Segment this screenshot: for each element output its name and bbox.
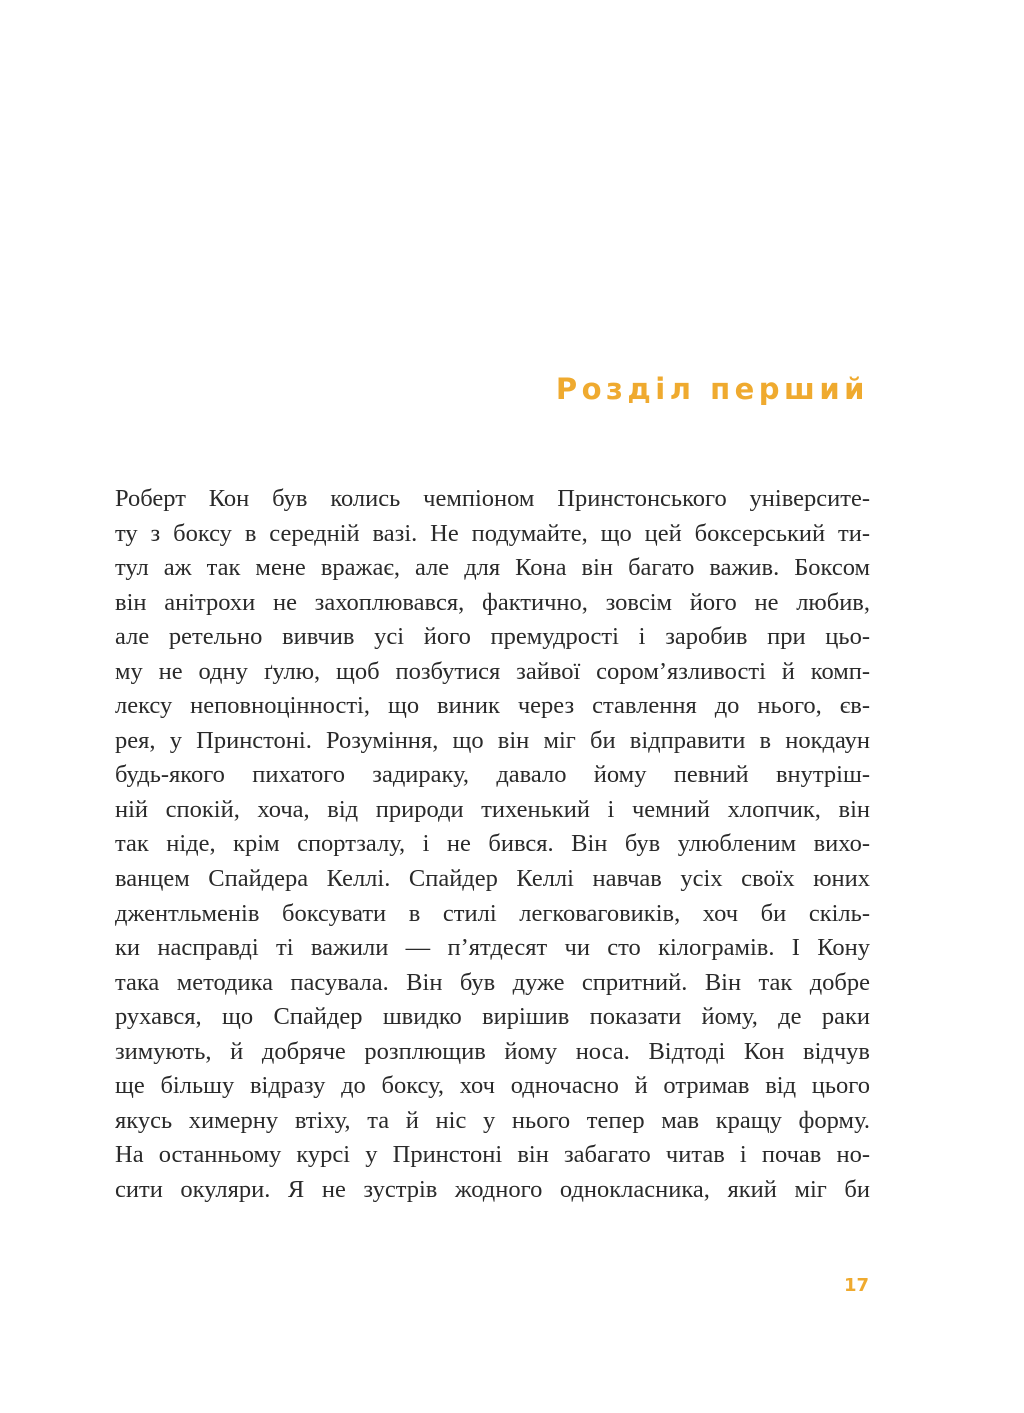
text-line: зимують, й добряче розплющив йому носа. Відтоді Кон відчув: [115, 1037, 870, 1065]
text-line: ту з боксу в середній вазі. Не подумайте, що цей боксерський ти-: [115, 519, 870, 547]
text-line: На останньому курсі у Принстоні він забагато читав і почав но-: [115, 1141, 870, 1169]
text-line: джентльменів боксувати в стилі легковаговиків, хоч би скіль-: [115, 899, 870, 927]
text-line: ній спокій, хоча, від природи тихенький і чемний хлопчик, він: [115, 795, 870, 823]
text-line: ще більшу відразу до боксу, хоч одночасно й отримав від цього: [115, 1072, 870, 1100]
text-line: му не одну ґулю, щоб позбутися зайвої сором’язливості й комп-: [115, 657, 870, 685]
body-text: [115, 482, 870, 1207]
text-line: лексу неповноцінності, що виник через ставлення до нього, єв-: [115, 692, 870, 720]
text-line: але ретельно вивчив усі його премудрості і заробив при цьо-: [115, 623, 870, 651]
text-line: якусь химерну втіху, та й ніс у нього тепер мав кращу форму.: [115, 1106, 870, 1134]
text-line: сити окуляри. Я не зустрів жодного однокласника, який міг би: [115, 1175, 870, 1203]
text-line: ки насправді ті важили — п’ятдесят чи сто кілограмів. І Кону: [115, 934, 870, 962]
text-line: тул аж так мене вражає, але для Кона він багато важив. Боксом: [115, 554, 870, 582]
text-line: така методика пасувала. Він був дуже спритний. Він так добре: [115, 968, 870, 996]
page-number: 17: [843, 1275, 869, 1296]
text-line: так ніде, крім спортзалу, і не бився. Він був улюбленим вихо-: [115, 830, 870, 858]
text-line: рухався, що Спайдер швидко вирішив показати йому, де раки: [115, 1003, 870, 1031]
text-line: він анітрохи не захоплювався, фактично, зовсім його не любив,: [115, 588, 870, 616]
text-line: будь-якого пихатого задираку, давало йому певний внутріш-: [115, 761, 870, 789]
text-line: рея, у Принстоні. Розуміння, що він міг би відправити в нокдаун: [115, 726, 870, 754]
text-line: Роберт Кон був колись чемпіоном Принстонського університе-: [115, 485, 870, 512]
text-line: ванцем Спайдера Келлі. Спайдер Келлі навчав усіх своїх юних: [115, 865, 870, 893]
chapter-title: Розділ перший: [555, 372, 869, 406]
